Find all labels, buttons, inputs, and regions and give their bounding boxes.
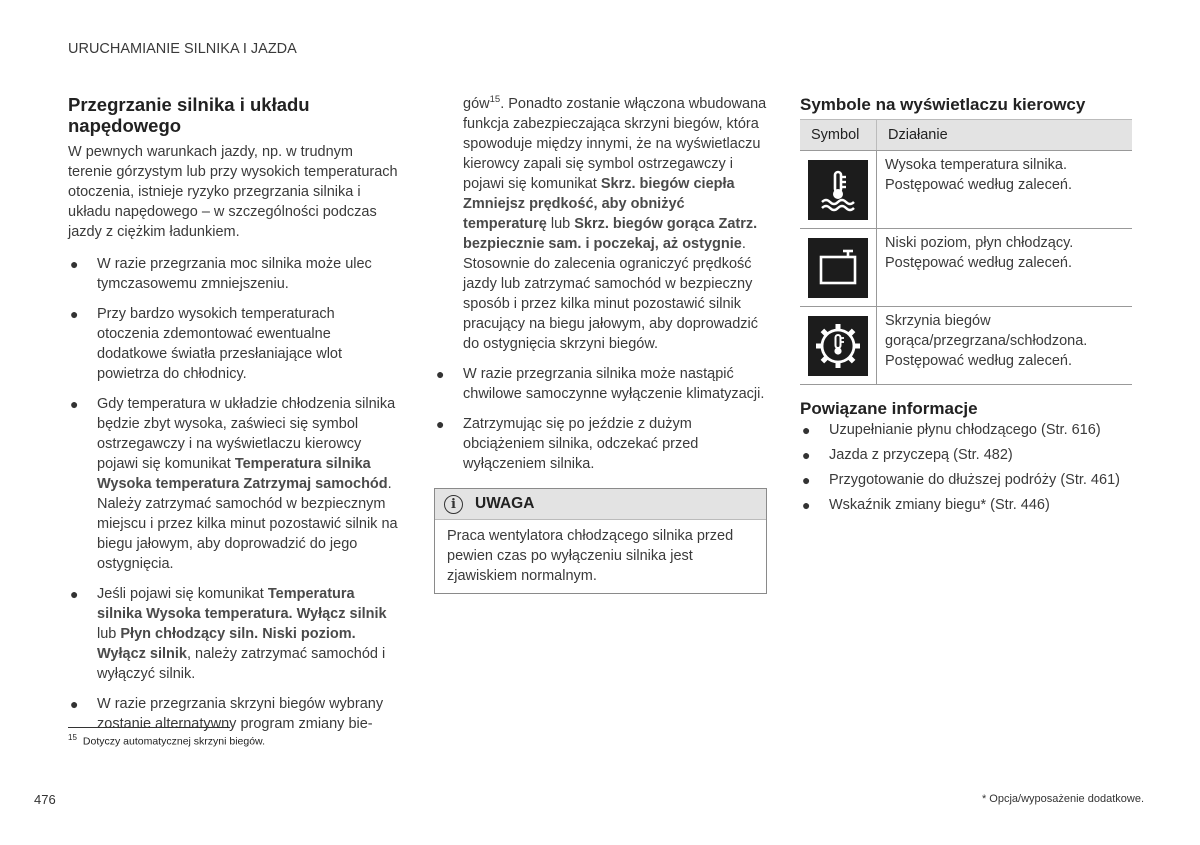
info-icon: i	[444, 495, 463, 514]
note-text: Praca wentylatora chłodzącego silnika przed pewien czas po wyłączeniu silnika jest zjawiskiem normalnym.	[447, 528, 734, 584]
related-link[interactable]: ● Jazda z przyczepą (Str. 482)	[802, 447, 1013, 463]
display-message: Skrz. biegów ciepła Zmniejsz prędkość, aby obniżyć temperaturę	[463, 176, 735, 232]
symbols-table	[800, 119, 1132, 385]
bullet-icon: ●	[70, 256, 79, 272]
symbol-description: Wysoka temperatura silnika. Postępować według zaleceń.	[877, 151, 1133, 229]
running-header: URUCHAMIANIE SILNIKA I JAZDA	[68, 41, 297, 57]
related-heading: Powiązane informacje	[800, 399, 978, 418]
related-links	[800, 420, 1132, 515]
list-item: ● W razie przegrzania skrzyni biegów wybrany zostanie alternatywny program zmiany bie-	[70, 696, 384, 732]
intro-paragraph: W pewnych warunkach jazdy, np. w trudnym terenie górzystym lub przy wysokich temperaturach otoczenia, istnieje ryzyko przegrzania silnika i układu napędowego – w szczególności podczas jazdy z ciężkim ładunkiem.	[68, 144, 398, 240]
column-left	[68, 94, 398, 744]
bullet-icon: ●	[802, 497, 811, 513]
related-link[interactable]: ● Przygotowanie do dłuższej podróży (Str. 461)	[802, 472, 1120, 488]
tips-list	[434, 364, 767, 474]
symbols-heading: Symbole na wyświetlaczu kierowcy	[800, 95, 1086, 114]
column-header-action: Działanie	[877, 120, 1133, 151]
list-item: ● Zatrzymując się po jeździe z dużym obciążeniem silnika, odczekać przed wyłączeniem silnika.	[436, 416, 699, 472]
column-middle	[434, 94, 767, 594]
bullet-icon: ●	[436, 416, 445, 432]
display-message: Płyn chłodzący siln. Niski poziom. Wyłącz silnik	[97, 626, 356, 662]
section-heading: Przegrzanie silnika i układu napędowego	[68, 94, 310, 136]
list-item: ● Przy bardzo wysokich temperaturach otoczenia zdemontować ewentualne dodatkowe światła przesłaniające wlot powietrza do chłodnicy.	[70, 306, 343, 382]
bullet-icon: ●	[802, 472, 811, 488]
list-item: ● Jeśli pojawi się komunikat Temperatura silnika Wysoka temperatura. Wyłącz silnik lub Płyn chłodzący siln. Niski poziom. Wyłącz silnik, należy zatrzymać samochód i wyłączyć silnik.	[70, 586, 387, 682]
related-link[interactable]: ● Wskaźnik zmiany biegu* (Str. 446)	[802, 497, 1050, 513]
list-item: ● W razie przegrzania silnika może nastąpić chwilowe samoczynne wyłączenie klimatyzacji.	[436, 366, 765, 402]
bullet-icon: ●	[802, 447, 811, 463]
related-link[interactable]: ● Uzupełnianie płynu chłodzącego (Str. 616)	[802, 422, 1101, 438]
footnote-text: Dotyczy automatycznej skrzyni biegów.	[82, 735, 265, 748]
display-message: Skrz. biegów gorąca Zatrz. bezpiecznie sam. i poczekaj, aż ostygnie	[463, 216, 758, 252]
symbol-description: Skrzynia biegów gorąca/przegrzana/schłodzona. Postępować według zaleceń.	[877, 307, 1133, 385]
engine-temperature-icon	[808, 160, 868, 220]
bullet-icon: ●	[802, 422, 811, 438]
footnote-divider	[68, 727, 230, 728]
page-number: 476	[34, 792, 56, 807]
bullet-icon: ●	[70, 306, 79, 322]
footnote-ref: 15	[489, 94, 501, 106]
table-row	[800, 307, 1132, 385]
footnote-number: 15	[68, 733, 77, 742]
note-box	[434, 488, 767, 594]
display-message: Temperatura silnika Wysoka temperatura. Wyłącz silnik	[97, 586, 387, 622]
list-item: ● W razie przegrzania moc silnika może ulec tymczasowemu zmniejszeniu.	[70, 256, 372, 292]
transmission-temperature-icon	[808, 316, 868, 376]
list-item: ● Gdy temperatura w układzie chłodzenia silnika będzie zbyt wysoka, zaświeci się symbol ostrzegawczy i na wyświetlaczu kierowcy pojawi się komunikat Temperatura silnika Wysoka temperatura Zatrzymaj samochód. Należy zatrzymać samochód w bezpiecznym miejscu i przez kilka minut pozostawić silnik na biegu jałowym, aby doprowadzić do jego ostygnięcia.	[70, 396, 398, 572]
coolant-level-icon	[808, 238, 868, 298]
note-header	[435, 489, 766, 520]
bullet-icon: ●	[70, 696, 79, 712]
bullet-icon: ●	[70, 586, 79, 602]
option-note: * Opcja/wyposażenie dodatkowe.	[981, 793, 1144, 805]
note-title: UWAGA	[475, 495, 535, 512]
table-row	[800, 229, 1132, 307]
column-right	[800, 94, 1132, 520]
continued-paragraph: gów$^{15}$. Ponadto zostanie włączona wbudowana funkcja zabezpieczająca skrzyni biegów, która spowoduje między innymi, że na wyświetlaczu kierowcy zapali się symbol ostrzegawczy i pojawi się komunikat Skrz. biegów ciepła Zmniejsz prędkość, aby obniżyć temperaturę lub Skrz. biegów gorąca Zatrz. bezpiecznie sam. i poczekaj, aż ostygnie. Stosownie do zalecenia ograniczyć prędkość jazdy lub zatrzymać samochód w bezpieczny sposób i przez kilka minut pozostawić silnik pracujący na biegu jałowym, aby doprowadzić do ostygnięcia skrzyni biegów.	[463, 94, 767, 352]
overheating-list	[68, 254, 398, 734]
column-header-symbol: Symbol	[800, 120, 877, 151]
bullet-icon: ●	[70, 396, 79, 412]
footnote	[68, 733, 265, 748]
table-header-row	[800, 120, 1132, 151]
display-message: Temperatura silnika Wysoka temperatura Zatrzymaj samochód	[97, 456, 388, 492]
table-row	[800, 151, 1132, 229]
symbol-description: Niski poziom, płyn chłodzący. Postępować według zaleceń.	[877, 229, 1133, 307]
bullet-icon: ●	[436, 366, 445, 382]
